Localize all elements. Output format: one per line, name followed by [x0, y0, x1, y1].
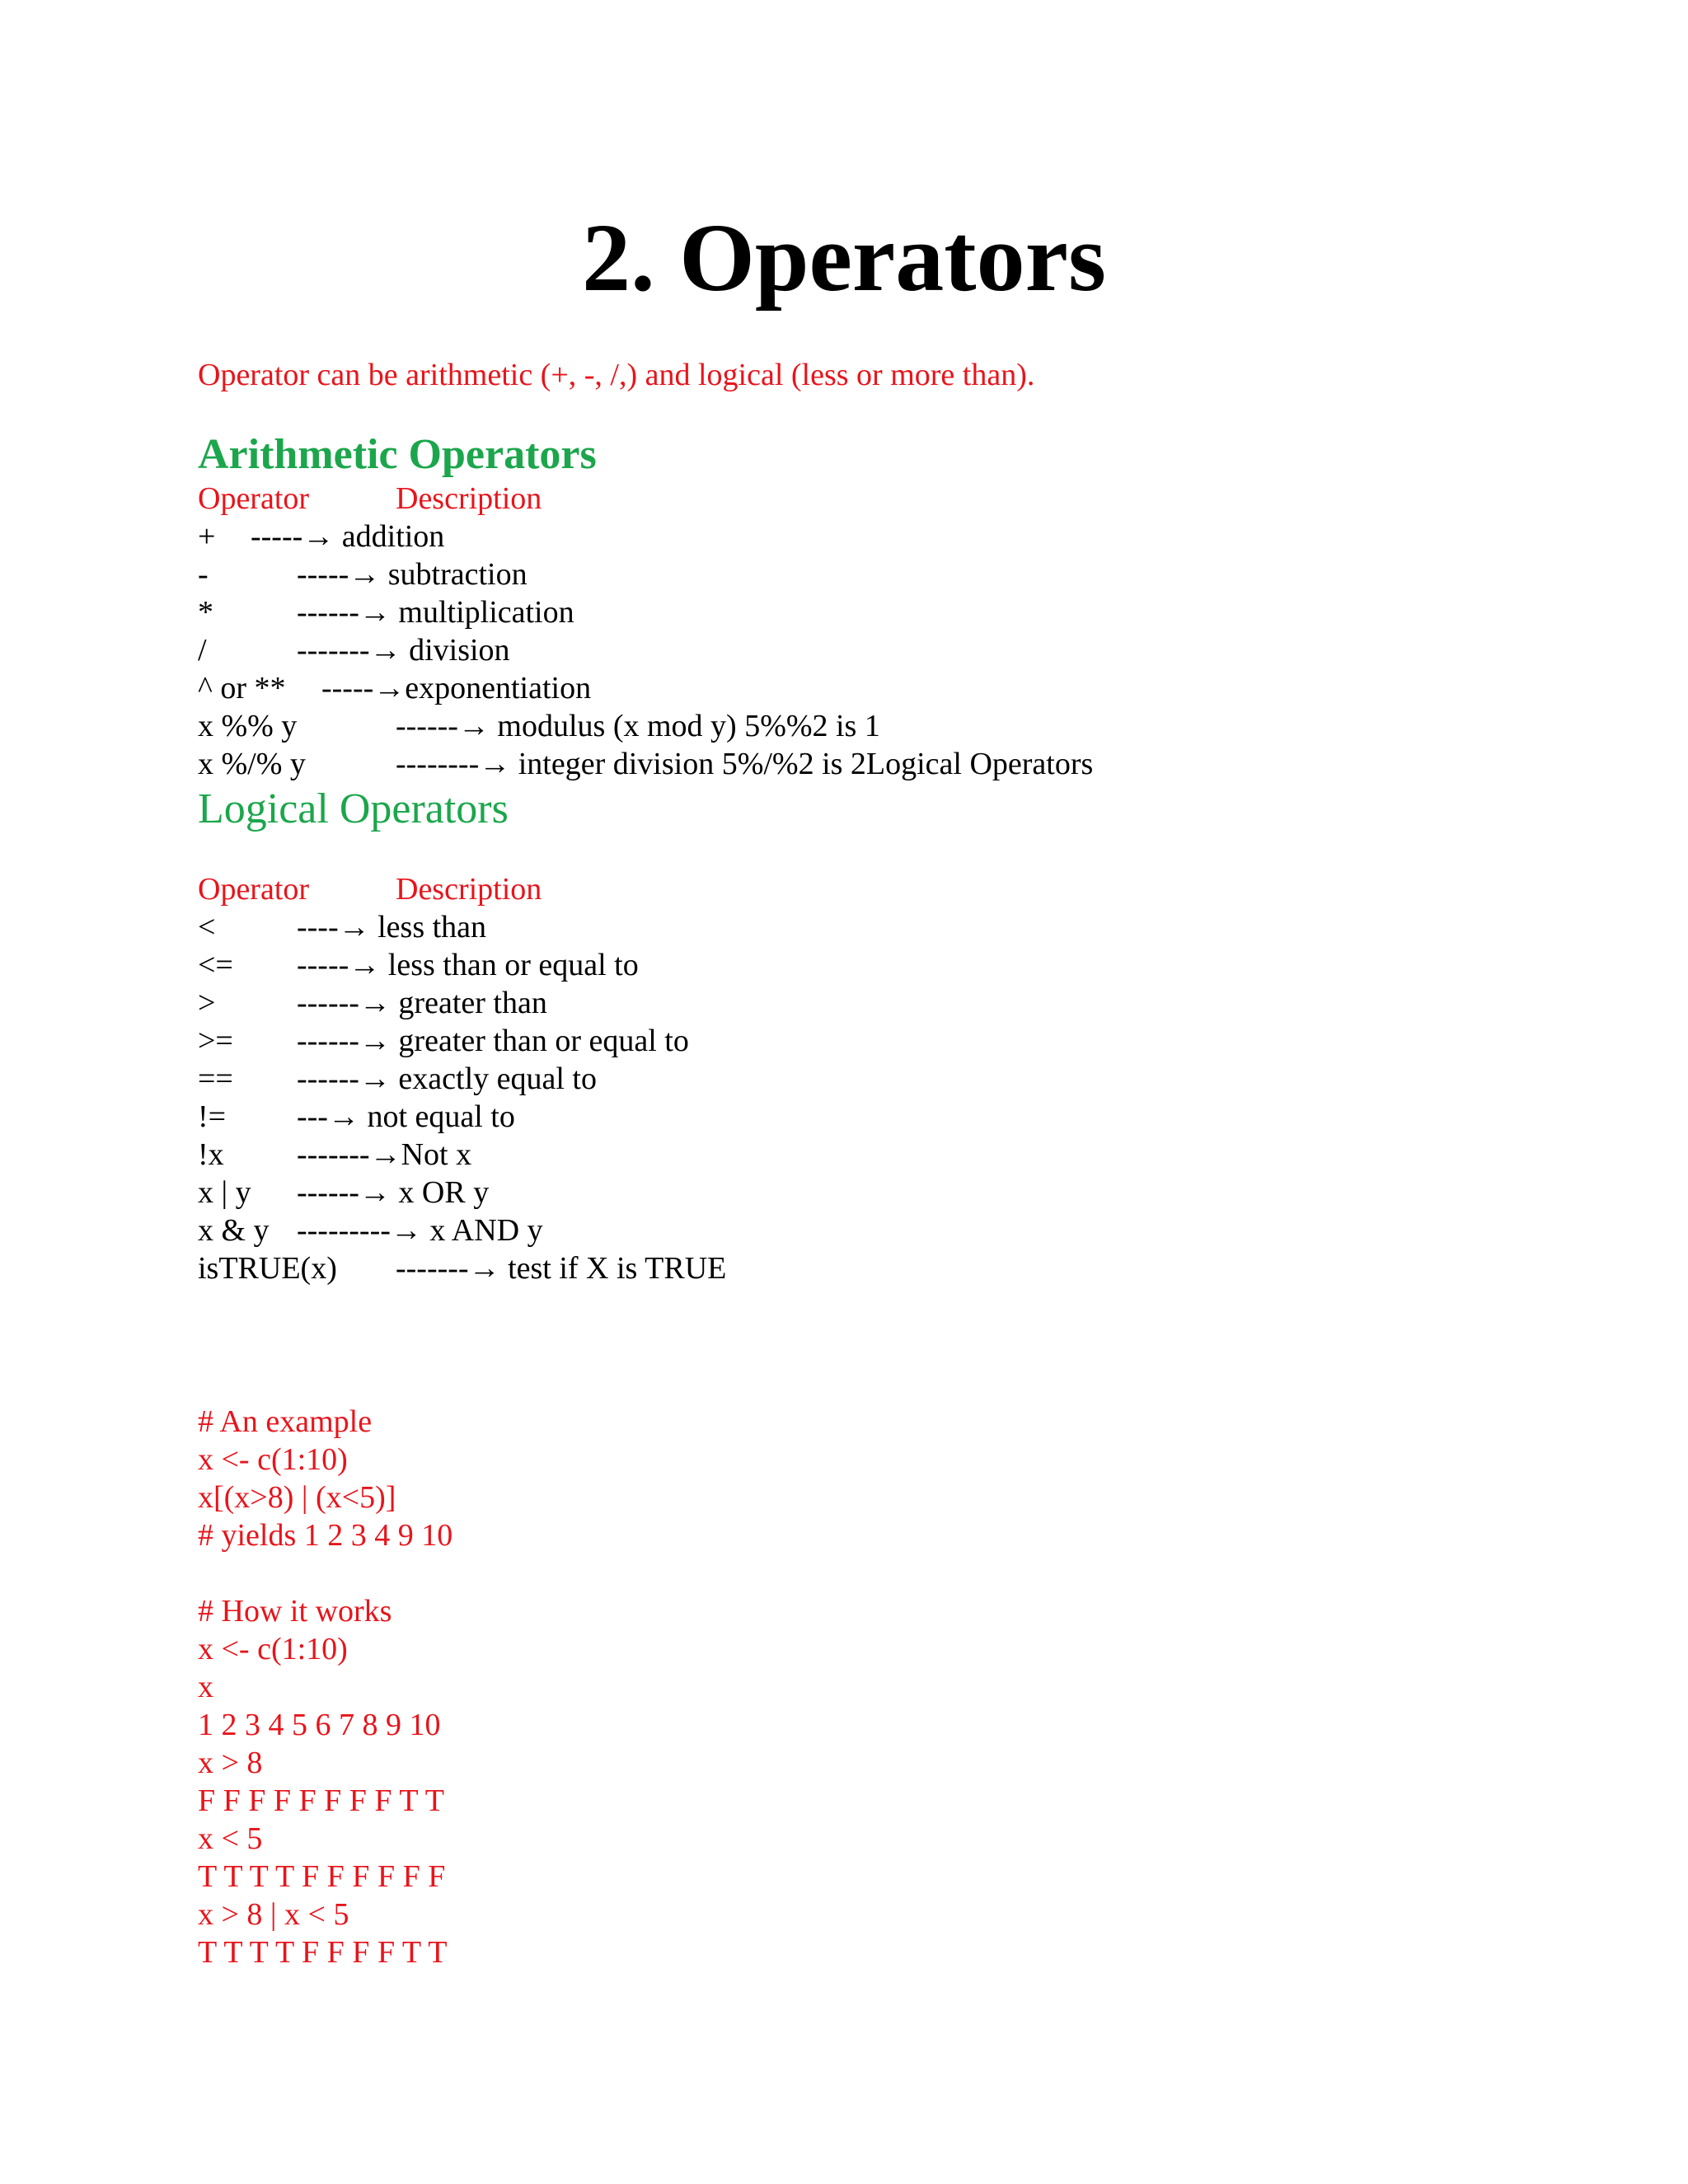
code-line: x > 8 | x < 5	[198, 1897, 349, 1932]
operator-symbol: *	[198, 595, 213, 630]
code-line: x[(x>8) | (x<5)]	[198, 1480, 396, 1515]
code-line: x <- c(1:10)	[198, 1632, 348, 1666]
operator-description: ------→ exactly equal to	[297, 1062, 597, 1096]
operator-description: -------→Not x	[297, 1137, 472, 1172]
description-column-header: Description	[396, 481, 542, 516]
code-line: T T T T F F F F T T	[198, 1935, 448, 1970]
operator-description: ---------→ x AND y	[297, 1213, 543, 1248]
operator-symbol: >	[198, 986, 216, 1020]
code-line: # yields 1 2 3 4 9 10	[198, 1518, 453, 1553]
page-title: 2. Operators	[582, 204, 1106, 312]
operator-symbol: ^ or **	[198, 671, 286, 705]
code-line: F F F F F F F F T T	[198, 1783, 444, 1818]
operator-symbol: ==	[198, 1062, 233, 1096]
operator-symbol: isTRUE(x)	[198, 1251, 337, 1286]
operator-description: -----→ less than or equal to	[297, 948, 639, 982]
example-code-block	[198, 1403, 452, 1554]
operator-description: -----→exponentiation	[321, 671, 592, 705]
intro-paragraph: Operator can be arithmetic (+, -, /,) and logical (less or more than).	[198, 358, 1035, 392]
operator-symbol: >=	[198, 1024, 233, 1058]
code-line: x	[198, 1670, 213, 1704]
operator-description: -----→ addition	[251, 519, 445, 554]
operator-symbol: x %/% y	[198, 747, 306, 781]
code-line: # An example	[198, 1404, 373, 1439]
operator-column-header: Operator	[198, 872, 310, 907]
code-line: T T T T F F F F F F	[198, 1859, 446, 1894]
operator-symbol: !=	[198, 1099, 227, 1134]
description-column-header: Description	[396, 872, 542, 907]
operator-description: -------→ test if X is TRUE	[396, 1251, 727, 1286]
operator-description: --------→ integer division 5%/%2 is 2Logical Operators	[396, 747, 1094, 781]
operator-column-header: Operator	[198, 481, 310, 516]
code-line: x <- c(1:10)	[198, 1442, 348, 1477]
operator-symbol: x & y	[198, 1213, 270, 1248]
operator-description: ----→ less than	[297, 910, 487, 944]
operator-description: ------→ multiplication	[297, 595, 574, 630]
operator-symbol: <	[198, 910, 216, 944]
code-line: x < 5	[198, 1821, 263, 1856]
operator-description: -------→ division	[297, 633, 510, 668]
logical-operators-heading: Logical Operators	[198, 785, 509, 832]
operator-symbol: -	[198, 557, 209, 592]
how-it-works-code-block	[198, 1592, 447, 1971]
operator-description: ------→ greater than	[297, 986, 547, 1020]
operator-symbol: /	[198, 633, 207, 668]
operator-description: ---→ not equal to	[297, 1099, 515, 1134]
operator-description: ------→ greater than or equal to	[297, 1024, 689, 1058]
operator-symbol: +	[198, 519, 216, 554]
operator-description: ------→ x OR y	[297, 1175, 490, 1210]
operator-symbol: x %% y	[198, 709, 298, 743]
operator-symbol: x | y	[198, 1175, 251, 1210]
operator-symbol: !x	[198, 1137, 224, 1172]
arithmetic-operators-heading: Arithmetic Operators	[198, 431, 597, 478]
code-line: # How it works	[198, 1594, 392, 1629]
operator-description: ------→ modulus (x mod y) 5%%2 is 1	[396, 709, 880, 743]
code-line: x > 8	[198, 1746, 263, 1780]
operator-symbol: <=	[198, 948, 233, 982]
code-line: 1 2 3 4 5 6 7 8 9 10	[198, 1708, 441, 1742]
operator-description: -----→ subtraction	[297, 557, 528, 592]
